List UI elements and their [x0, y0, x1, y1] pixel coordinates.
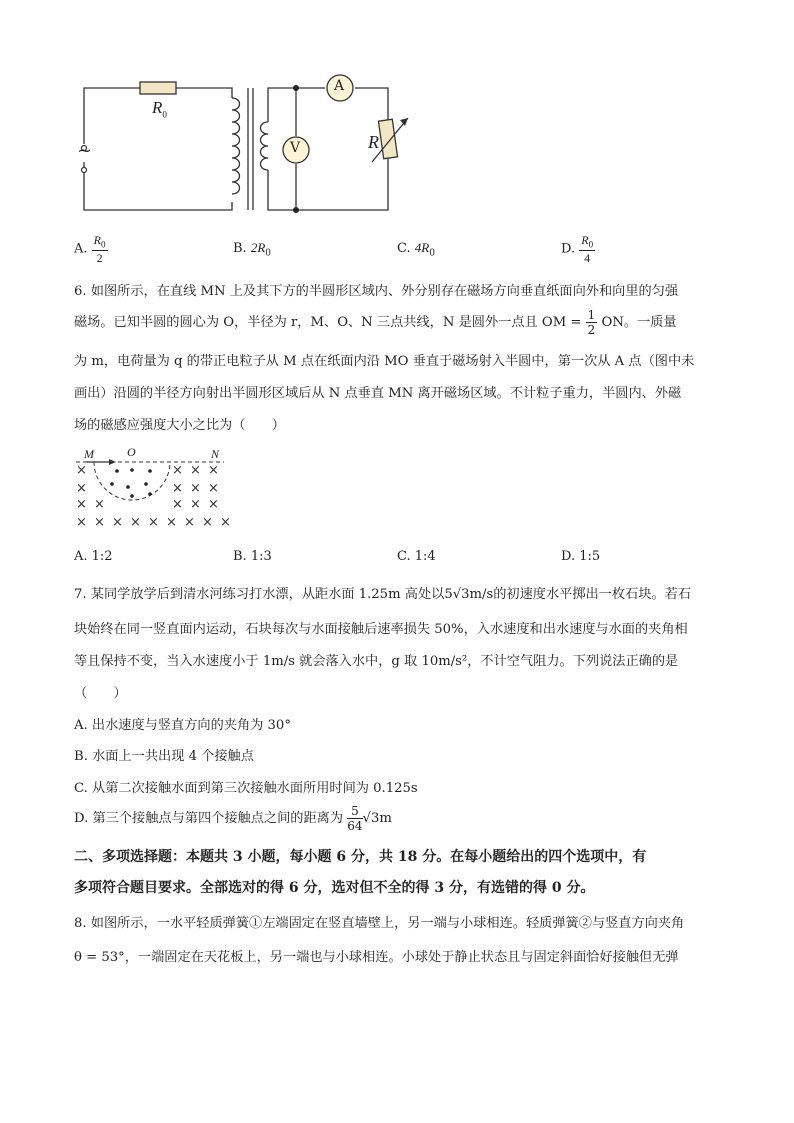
q7-line-3: 等且保持不变，当入水速度小于 1m/s 就会落入水中，g 取 10m/s²，不计空气阻力。下列说法正确的是 — [74, 654, 679, 669]
q5-option-a[interactable]: A. $\frac{R_0}{2}$ — [74, 233, 106, 266]
svg-text:×: × — [184, 515, 195, 530]
secondary-coil — [261, 122, 269, 170]
point-o-label: O — [127, 445, 136, 459]
svg-text:×: × — [208, 497, 219, 512]
magnetic-field-diagram — [72, 450, 232, 532]
q7-line-2: 块始终在同一竖直面内运动，石块每次与水面接触后速率损失 50%，入水速度和出水速度与水面的夹角相 — [74, 622, 688, 637]
q7-option-a[interactable]: A. 出水速度与竖直方向的夹角为 30° — [74, 718, 291, 733]
svg-text:×: × — [76, 463, 87, 478]
ac-source-symbol: ~ — [77, 140, 93, 161]
q7-line-1: 7. 某同学放学后到清水河练习打水漂，从距水面 1.25m 高处以5√3m/s的初速度水平掷出一枚石块。若石 — [74, 587, 692, 602]
rheostat — [378, 119, 397, 159]
q7-option-b[interactable]: B. 水面上一共出现 4 个接触点 — [74, 749, 254, 764]
q6-line-5: 场的磁感应强度大小之比为（ ） — [74, 418, 285, 433]
svg-text:×: × — [202, 515, 213, 530]
svg-text:×: × — [172, 497, 183, 512]
q8-line-1: 8. 如图所示，一水平轻质弹簧①左端固定在竖直墙壁上，另一端与小球相连。轻质弹簧②与竖直方向夹角 — [74, 916, 685, 931]
q6-option-d[interactable]: D. 1:5 — [561, 549, 601, 564]
q7-option-d[interactable]: D. 第三个接触点与第四个接触点之间的距离为 $\frac{5}{64}$ √3m — [74, 804, 392, 833]
svg-text:×: × — [208, 463, 219, 478]
resistor-r0 — [140, 82, 176, 94]
voltmeter-label: V — [290, 140, 301, 156]
q6-option-a[interactable]: A. 1:2 — [74, 549, 113, 564]
q8-line-2: θ = 53°，一端固定在天花板上，另一端也与小球相连。小球处于静止状态且与固定斜面恰好接触但无弹 — [74, 950, 679, 965]
ac-terminal-bottom — [82, 168, 87, 173]
q6-line-3: 为 m，电荷量为 q 的带正电粒子从 M 点在纸面内沿 MO 垂直于磁场射入半圆中，第一次从 A 点（图中未 — [74, 354, 695, 369]
q6-line-2: 磁场。已知半圆的圆心为 O，半径为 r，M、O、N 三点共线，N 是圆外一点且 OM = $\frac{1}{2}$ ON。一质量 — [74, 308, 677, 337]
field-into-page-crosses — [76, 463, 231, 530]
svg-text:×: × — [166, 515, 177, 530]
svg-text:×: × — [130, 515, 141, 530]
q5-option-d[interactable]: D. $\frac{R_0}{4}$ — [561, 233, 594, 266]
svg-text:×: × — [112, 515, 123, 530]
q7-option-c[interactable]: C. 从第二次接触水面到第三次接触水面所用时间为 0.125s — [74, 781, 418, 796]
r0-label: $R_0$ — [152, 98, 167, 120]
point-n-label: N — [211, 447, 220, 461]
svg-text:×: × — [148, 515, 159, 530]
svg-text:×: × — [76, 497, 87, 512]
ammeter-label: A — [334, 78, 345, 94]
q6-option-c[interactable]: C. 1:4 — [397, 549, 436, 564]
point-m-label: M — [84, 447, 94, 461]
q5-option-c[interactable]: C. $4R_0$ — [397, 240, 435, 259]
svg-text:×: × — [94, 515, 105, 530]
section2-heading-line-2: 多项符合题目要求。全部选对的得 6 分，选对但不全的得 3 分，有选错的得 0 分。 — [74, 880, 595, 896]
svg-text:×: × — [172, 463, 183, 478]
svg-text:×: × — [94, 497, 105, 512]
svg-text:×: × — [220, 515, 231, 530]
svg-text:×: × — [208, 481, 219, 496]
svg-text:×: × — [76, 515, 87, 530]
field-out-of-page-dots — [110, 468, 152, 498]
q7-line-4: （ ） — [74, 686, 127, 701]
svg-text:×: × — [190, 481, 201, 496]
rheostat-label: R — [368, 132, 379, 152]
velocity-arrow-icon — [109, 459, 116, 465]
q5-option-b[interactable]: B. $2R_0$ — [233, 240, 272, 259]
rheostat-arrow-icon — [400, 118, 408, 126]
section2-heading-line-1: 二、多项选择题：本题共 3 小题，每小题 6 分，共 18 分。在每小题给出的四个选项中，有 — [74, 849, 647, 865]
svg-text:×: × — [190, 497, 201, 512]
svg-text:×: × — [172, 481, 183, 496]
svg-text:×: × — [190, 463, 201, 478]
q6-line-4: 画出）沿圆的半径方向射出半圆形区域后从 N 点垂直 MN 离开磁场区域。不计粒子重力，半圆内、外磁 — [74, 386, 682, 401]
q6-option-b[interactable]: B. 1:3 — [233, 549, 272, 564]
svg-text:×: × — [76, 481, 87, 496]
q6-line-1: 6. 如图所示，在直线 MN 上及其下方的半圆形区域内、外分别存在磁场方向垂直纸面向外和向里的匀强 — [74, 284, 679, 299]
primary-coil — [232, 98, 240, 194]
